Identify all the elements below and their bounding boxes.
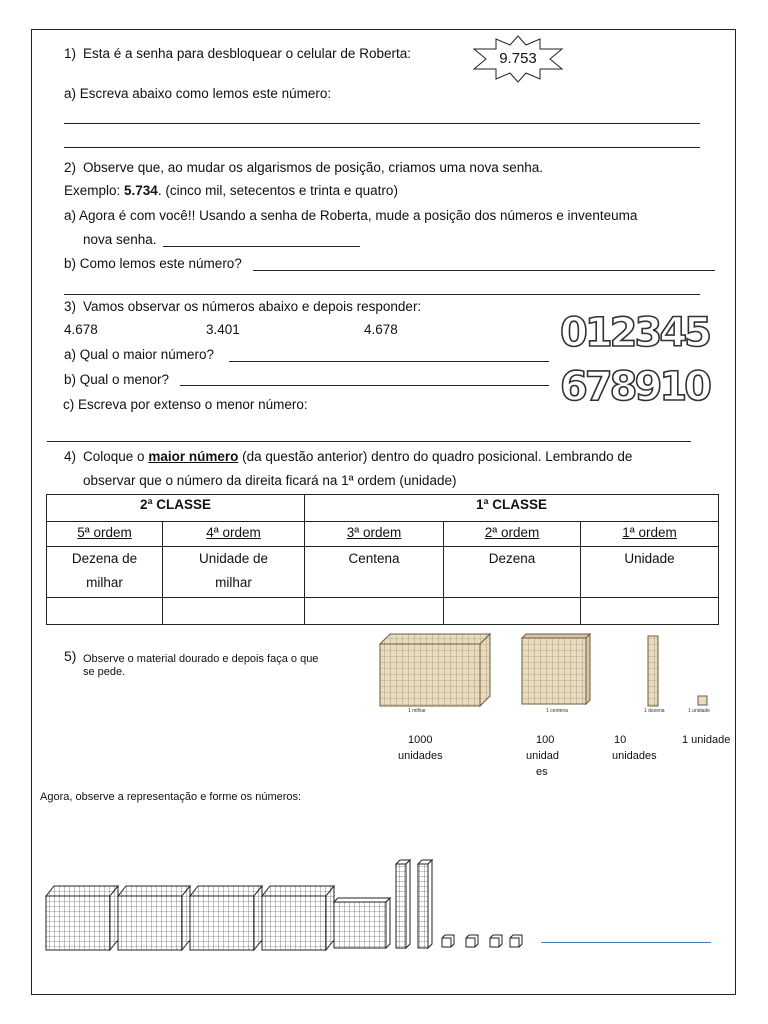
unit-cube-icon	[510, 935, 522, 947]
q3-b: b) Qual o menor?	[64, 372, 170, 387]
q4-text: Coloque o maior número (da questão anterior) dentro do quadro posicional. Lembrando de	[83, 449, 633, 464]
answer-line[interactable]	[64, 147, 700, 148]
block-label: 100	[536, 734, 555, 746]
block-label: unidades	[612, 750, 657, 762]
unit-cube-icon	[442, 935, 454, 947]
answer-line[interactable]	[163, 246, 360, 247]
place-name: Dezena de milhar	[47, 547, 163, 598]
order-2: 2ª ordem	[444, 522, 581, 547]
block-label: 1000	[408, 734, 433, 746]
class-2-header: 2ª CLASSE	[47, 495, 305, 522]
q3-c: c) Escreva por extenso o menor número:	[63, 397, 308, 412]
thousand-cube-icon	[190, 886, 262, 950]
answer-cell[interactable]	[581, 598, 719, 625]
q2-a-line1: a) Agora é com você!! Usando a senha de Roberta, mude a posição dos números e inventeuma	[64, 208, 638, 223]
svg-text:1 centena: 1 centena	[546, 708, 568, 714]
hundred-plate-icon	[522, 634, 590, 704]
hundred-plate-icon	[334, 898, 390, 948]
block-label: 1 unidade	[682, 734, 731, 746]
q5-text-line2: se pede.	[83, 666, 126, 678]
answer-cell[interactable]	[163, 598, 305, 625]
q2-number: 2)	[64, 160, 77, 175]
class-1-header: 1ª CLASSE	[305, 495, 719, 522]
order-5: 5ª ordem	[47, 522, 163, 547]
q2-example: Exemplo: 5.734. (cinco mil, setecentos e trinta e quatro)	[64, 183, 398, 198]
q4-line2: observar que o número da direita ficará na 1ª ordem (unidade)	[83, 473, 457, 488]
order-3: 3ª ordem	[305, 522, 444, 547]
q1-a: a) Escreva abaixo como lemos este número:	[64, 86, 332, 101]
place-name: Unidade	[581, 547, 719, 598]
q4-number: 4)	[64, 449, 77, 464]
answer-cell[interactable]	[305, 598, 444, 625]
cartoon-digits-icon	[558, 300, 718, 410]
ten-bar-icon	[648, 636, 658, 706]
block-label: unidades	[398, 750, 443, 762]
order-4: 4ª ordem	[163, 522, 305, 547]
number-representation	[44, 856, 524, 956]
answer-cell[interactable]	[47, 598, 163, 625]
answer-line[interactable]	[229, 361, 549, 362]
password-number: 9.753	[499, 50, 537, 67]
answer-line[interactable]	[253, 270, 715, 271]
golden-material-reference	[378, 632, 730, 716]
unit-cube-icon	[698, 696, 707, 705]
place-name: Centena	[305, 547, 444, 598]
unit-cube-icon	[490, 935, 502, 947]
q5-text-line1: Observe o material dourado e depois faça o que	[83, 653, 319, 665]
q3-number-3: 4.678	[364, 322, 398, 337]
svg-text:012345: 012345	[560, 310, 709, 356]
q2-a-line2: nova senha.	[83, 232, 157, 247]
place-value-table	[46, 494, 719, 625]
answer-line[interactable]	[47, 441, 691, 442]
q3-number-2: 3.401	[206, 322, 240, 337]
answer-line[interactable]	[541, 942, 711, 943]
svg-text:1 milhar: 1 milhar	[408, 708, 426, 714]
svg-text:1 dezena: 1 dezena	[644, 708, 665, 714]
answer-line[interactable]	[180, 385, 549, 386]
block-label: 10	[614, 734, 627, 746]
q3-number-1: 4.678	[64, 322, 98, 337]
thousand-cube-icon	[262, 886, 334, 950]
q3-a: a) Qual o maior número?	[64, 347, 215, 362]
q2-text: Observe que, ao mudar os algarismos de posição, criamos uma nova senha.	[83, 160, 543, 175]
answer-line[interactable]	[64, 123, 700, 124]
thousand-cube-icon	[46, 886, 118, 950]
block-label: es	[536, 766, 548, 778]
thousand-cube-icon	[380, 634, 490, 706]
thousand-cube-icon	[118, 886, 190, 950]
q5-instruction: Agora, observe a representação e forme os números:	[40, 791, 302, 803]
block-label: unidad	[526, 750, 560, 762]
svg-text:1 unidade: 1 unidade	[688, 708, 710, 714]
unit-cube-icon	[466, 935, 478, 947]
ten-bar-icon	[418, 860, 432, 948]
svg-text:678910: 678910	[560, 364, 709, 410]
answer-line[interactable]	[64, 294, 700, 295]
place-name: Dezena	[444, 547, 581, 598]
q1-text: Esta é a senha para desbloquear o celular de Roberta:	[83, 46, 411, 61]
order-1: 1ª ordem	[581, 522, 719, 547]
q3-text: Vamos observar os números abaixo e depois responder:	[83, 299, 422, 314]
answer-cell[interactable]	[444, 598, 581, 625]
q3-number: 3)	[64, 299, 77, 314]
q2-b: b) Como lemos este número?	[64, 256, 242, 271]
ten-bar-icon	[396, 860, 410, 948]
q5-number: 5)	[64, 648, 77, 664]
q1-number: 1)	[64, 46, 77, 61]
place-name: Unidade de milhar	[163, 547, 305, 598]
